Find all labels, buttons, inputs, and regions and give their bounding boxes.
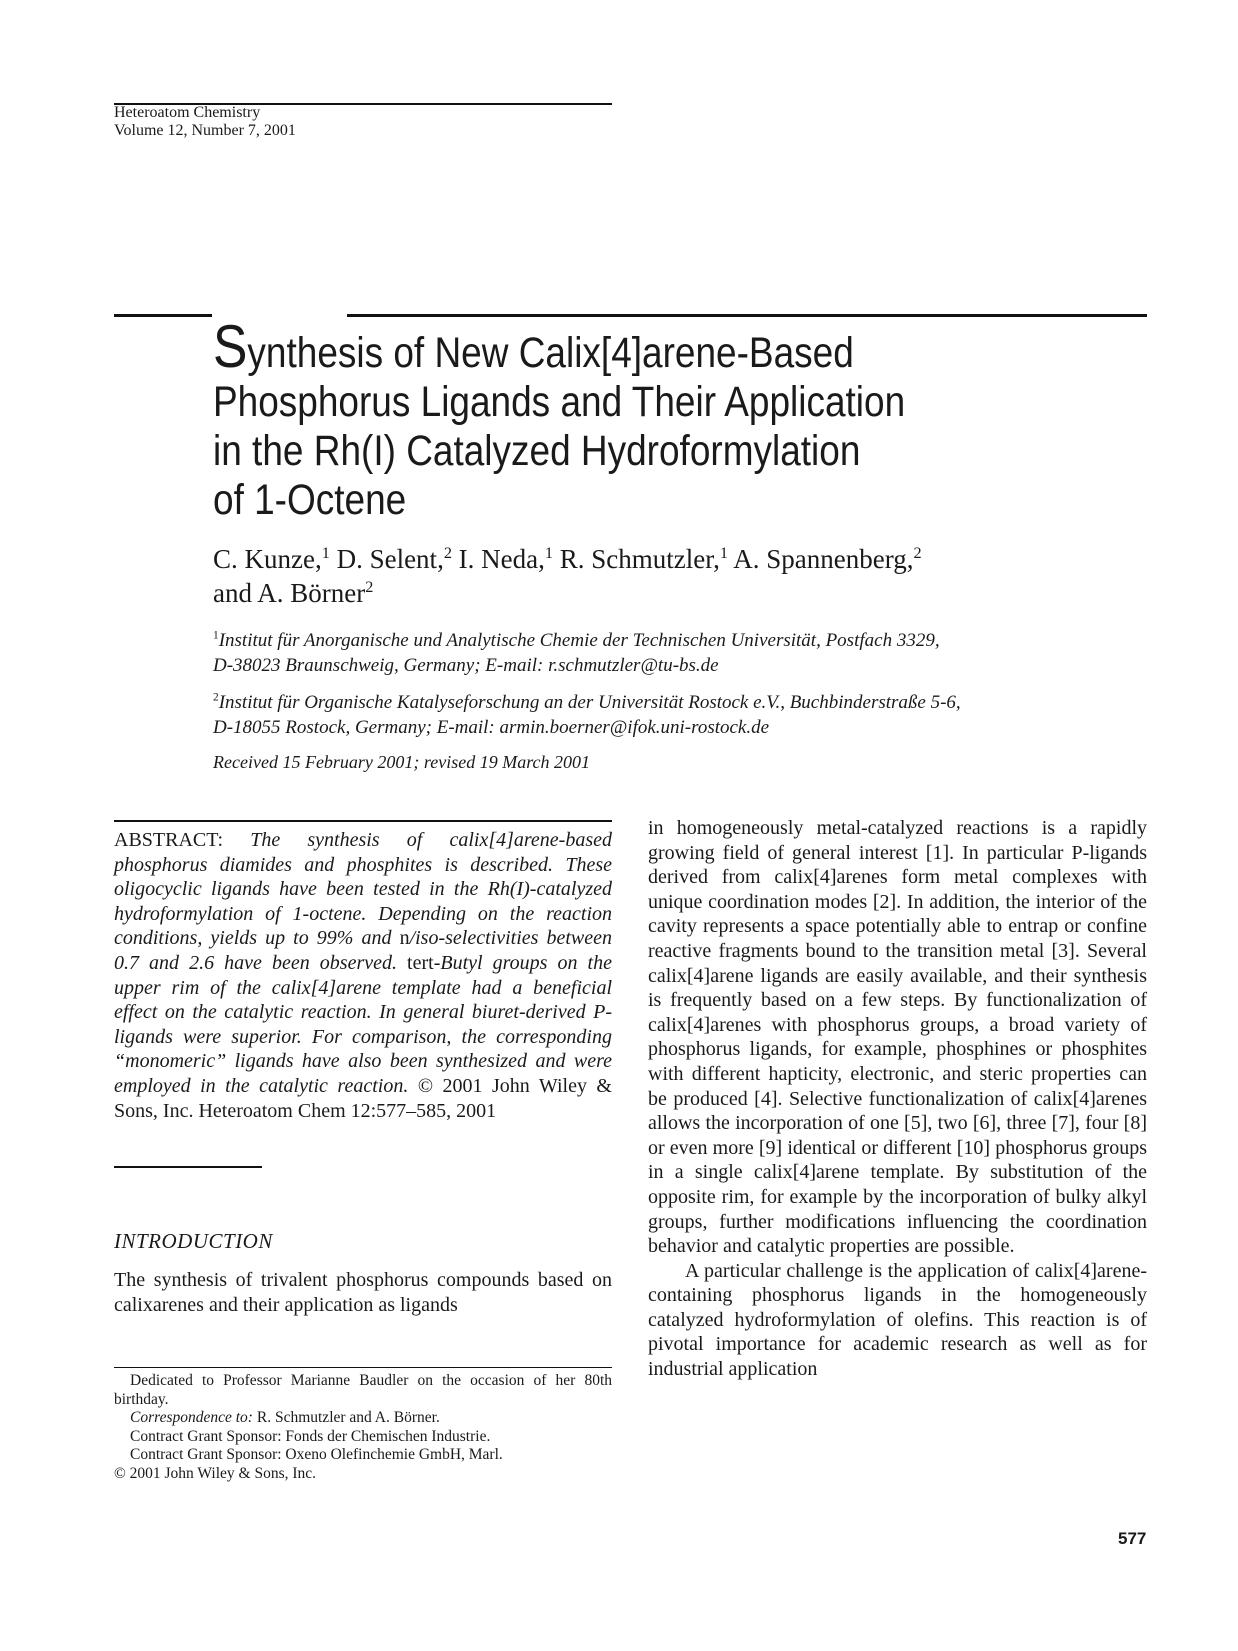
footnote-grant: Contract Grant Sponsor: Fonds der Chemischen Industrie. <box>130 1427 491 1445</box>
received-date: Received 15 February 2001; revised 19 March 2001 <box>213 752 591 772</box>
abstract-copyright: © 2001 John Wiley & Sons, Inc. Heteroatom Chem 12:577–585, 2001 <box>114 1074 612 1122</box>
abstract-text: tert <box>407 951 434 974</box>
footnote-correspondence <box>114 1409 612 1428</box>
author-list <box>213 542 922 610</box>
title-line-2: Phosphorus Ligands and Their Application <box>213 378 906 426</box>
title-rule-right <box>347 314 1147 317</box>
author: R. Schmutzler, <box>552 544 720 574</box>
title-line-4: of 1-Octene <box>213 476 407 524</box>
abstract <box>114 828 612 1123</box>
abstract-label: ABSTRACT: <box>114 829 224 851</box>
footnote-copyright: © 2001 John Wiley & Sons, Inc. <box>114 1464 317 1482</box>
abstract-text: -Butyl groups on the upper rim of the calix[4]arene template had a beneficial effect on the catalytic reaction. In general biuret-derived P-ligands were superior. For comparison, the corresponding “monomeric” ligands have also been synthesized and were employed in the catalytic reaction. <box>114 951 612 1097</box>
abstract-text: /iso-selectivities between 0.7 and 2.6 have been observed. <box>114 927 612 974</box>
author-affil: 2 <box>443 544 452 562</box>
page-number: 577 <box>1118 1529 1147 1548</box>
journal-name: Heteroatom Chemistry <box>114 104 261 121</box>
abstract-rule-bottom <box>114 1166 262 1168</box>
abstract-text: The synthesis of calix[4]arene-based phosphorus diamides and phosphites is described. These oligocyclic ligands have been tested in the Rh(I)-catalyzed hydroformylation of 1-octene. Depending on the reaction conditions, yields up to 99% and <box>114 829 613 950</box>
correspondence-label: Correspondence to: <box>130 1409 253 1426</box>
abstract-rule-top <box>114 820 612 822</box>
affiliation-text: D-18055 Rostock, Germany; E-mail: armin.boerner@ifok.uni-rostock.de <box>213 717 770 738</box>
paragraph: The synthesis of trivalent phosphorus compounds based on calixarenes and their application as ligands <box>114 1269 612 1316</box>
right-column-text <box>648 816 1147 1382</box>
author-affil: 1 <box>321 544 330 562</box>
author: I. Neda, <box>451 544 545 574</box>
paragraph: A particular challenge is the application of calix[4]arene-containing phosphorus ligands in the homogeneously catalyzed hydroformylation of olefins. This reaction is of pivotal importance for academic research as well as for industrial application <box>648 1259 1147 1381</box>
author-affil: 2 <box>365 578 374 596</box>
title-line-3: in the Rh(I) Catalyzed Hydroformylation <box>213 427 861 475</box>
author: C. Kunze, <box>213 544 322 574</box>
paragraph: in homogeneously metal-catalyzed reactions is a rapidly growing field of general interest [1]. In particular P-ligands derived from calix[4]arenes form metal complexes with unique coordination modes [2]. In addition, the interior of the cavity represents a space potentially able to entrap or confine reactive fragments bound to the transition metal [3]. Several calix[4]arene ligands are easily available, and their synthesis is frequently based on a few steps. By functionalization of calix[4]arenes with phosphorus groups, a broad variety of phosphorus ligands, for example, phosphines or phosphites with different hapticity, electronic, and steric properties can be produced [4]. Selective functionalization of calix[4]arenes allows the incorporation of one [5], two [6], three [7], four [8] or even more [9] identical or different [10] phosphorus groups in a single calix[4]arene template. By substitution of the opposite rim, for example by the incorporation of bulky alkyl groups, further modifications influencing the coordination behavior and catalytic properties are possible. <box>648 817 1147 1258</box>
section-heading-introduction: INTRODUCTION <box>114 1229 273 1253</box>
affiliation-1 <box>213 628 940 678</box>
footnote-grant: Contract Grant Sponsor: Oxeno Olefinchemie GmbH, Marl. <box>130 1446 503 1463</box>
abstract-text: n <box>399 927 410 950</box>
affiliation-text: Institut für Organische Katalyseforschung an der Universität Rostock e.V., Buchbinderstraße 5-6, <box>218 692 961 713</box>
introduction-text <box>114 1268 612 1317</box>
title-rule-left <box>114 314 212 317</box>
title-initial: S <box>213 313 248 380</box>
author: D. Selent, <box>329 544 444 574</box>
affiliation-2 <box>213 690 961 740</box>
footnote-dedication: Dedicated to Professor Marianne Baudler on the occasion of her 80th birthday. <box>114 1372 612 1408</box>
affiliation-text: Institut für Anorganische und Analytische Chemie der Technischen Universität, Postfach 3329, <box>218 630 940 651</box>
author: and A. Börner <box>213 578 366 608</box>
affiliation-marker: 2 <box>213 691 219 704</box>
author-affil: 1 <box>544 544 553 562</box>
author: A. Spannenberg, <box>727 544 914 574</box>
correspondence-names: R. Schmutzler and A. Börner. <box>252 1409 440 1426</box>
journal-volume: Volume 12, Number 7, 2001 <box>114 122 296 139</box>
author-affil: 2 <box>913 544 922 562</box>
footnotes <box>114 1372 612 1483</box>
title-line-1: ynthesis of New Calix[4]arene-Based <box>247 329 854 377</box>
affiliation-marker: 1 <box>213 629 219 642</box>
author-affil: 1 <box>719 544 728 562</box>
article-title <box>213 313 987 525</box>
affiliation-text: D-38023 Braunschweig, Germany; E-mail: r.schmutzler@tu-bs.de <box>213 655 719 676</box>
footnote-rule <box>114 1367 612 1368</box>
